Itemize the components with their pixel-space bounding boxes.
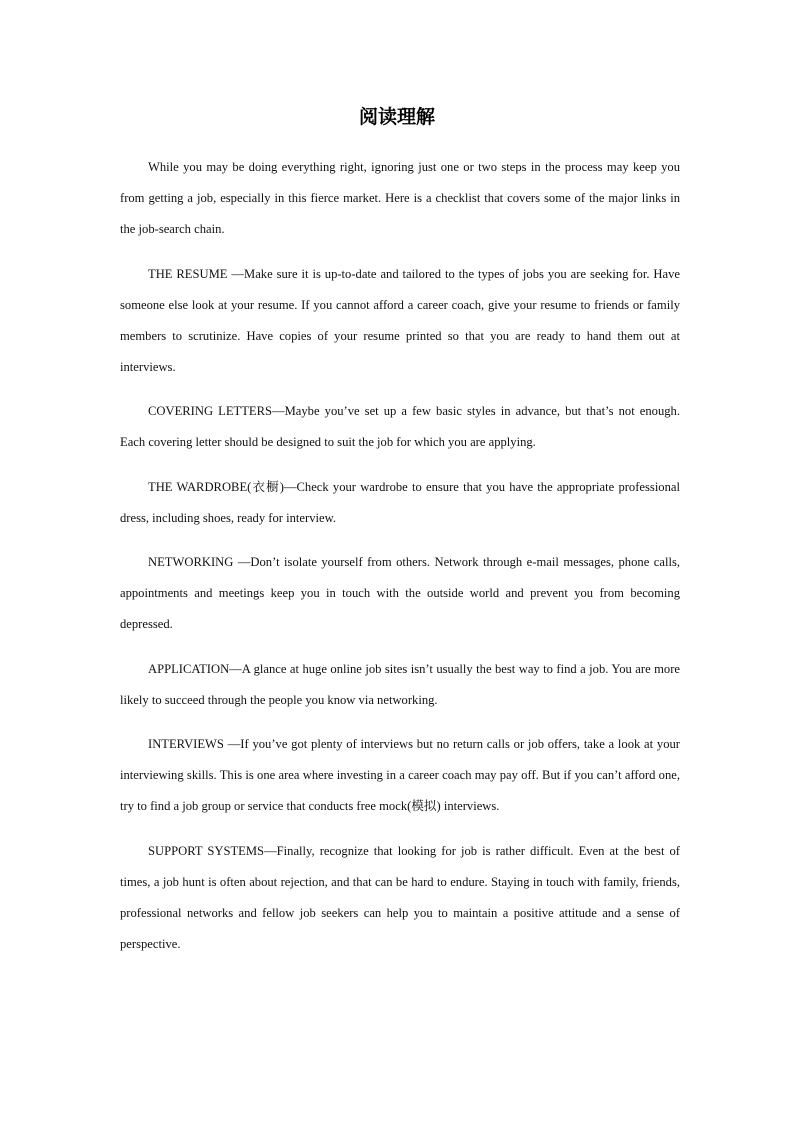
document-body — [120, 152, 680, 960]
paragraph-application: APPLICATION—A glance at huge online job sites isn’t usually the best way to find a job. You are more likely to succeed through the people you know via networking. — [120, 661, 680, 707]
paragraph-wardrobe: THE WARDROBE(衣橱)—Check your wardrobe to ensure that you have the appropriate professional dress, including shoes, ready for interview. — [120, 479, 680, 525]
paragraph-intro: While you may be doing everything right, ignoring just one or two steps in the process may keep you from getting a job, especially in this fierce market. Here is a checklist that covers some of the major links in the job-search chain. — [120, 160, 680, 236]
document-title: 阅读理解 — [358, 106, 435, 128]
paragraph-interviews: INTERVIEWS —If you’ve got plenty of interviews but no return calls or job offers, take a look at your interviewing skills. This is one area where investing in a career coach may pay off. But if you can’t afford one, try to find a job group or service that conducts free mock(模拟) interviews. — [120, 737, 680, 813]
paragraph-covering-letters: COVERING LETTERS—Maybe you’ve set up a few basic styles in advance, but that’s not enough. Each covering letter should be designed to suit the job for which you are applying. — [120, 404, 680, 449]
paragraph-resume: THE RESUME —Make sure it is up-to-date and tailored to the types of jobs you are seeking for. Have someone else look at your resume. If you cannot afford a career coach, give your resume to friends or family members to scrutinize. Have copies of your resume printed so that you are ready to hand them out at interviews. — [120, 266, 680, 374]
paragraph-networking: NETWORKING —Don’t isolate yourself from others. Network through e-mail messages, phone calls, appointments and meetings keep you in touch with the outside world and prevent you from becoming depressed. — [120, 555, 680, 631]
paragraph-support-systems: SUPPORT SYSTEMS—Finally, recognize that looking for job is rather difficult. Even at the best of times, a job hunt is often about rejection, and that can be hard to endure. Staying in touch with family, friends, professional networks and fellow job seekers can help you to maintain a positive attitude and a sense of perspective. — [120, 843, 680, 951]
